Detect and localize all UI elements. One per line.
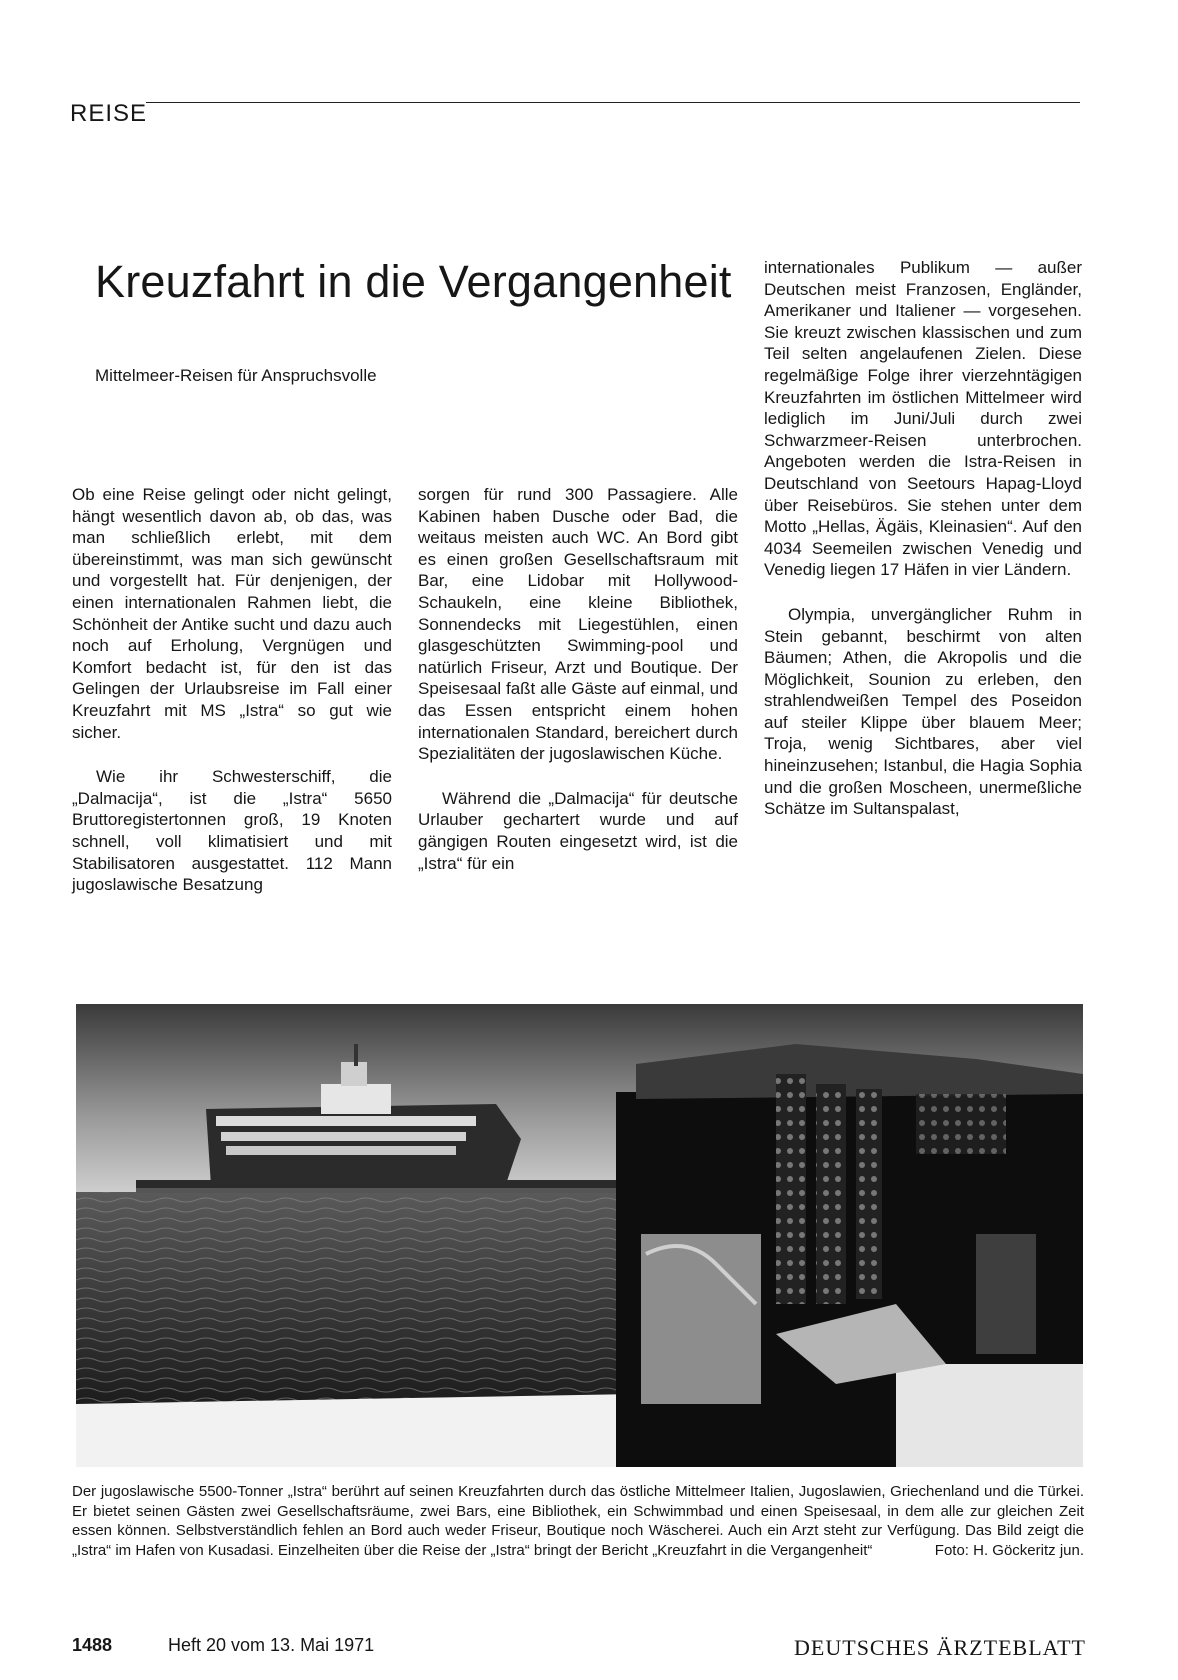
article-subtitle: Mittelmeer-Reisen für Anspruchsvolle (95, 366, 377, 385)
paragraph: internationales Publikum — außer Deutschen meist Franzosen, Engländer, Amerikaner und Italiener — vorgesehen. Sie kreuzt zwischen klassischen und zum Teil selten angelaufenen Zielen. Diese regelmäßige Folge ihrer vierzehntägigen Kreuzfahrten im östlichen Mittelmeer wird lediglich im Juni/Juli durch zwei Schwarzmeer-Reisen unterbrochen. Angeboten werden die Istra-Reisen in Deutschland von Seetours Hapag-Lloyd über Reisebüros. Sie stehen unter dem Motto „Hellas, Ägäis, Kleinasien“. Auf den 4034 Seemeilen zwischen Venedig und Venedig liegen 17 Häfen in vier Ländern. (764, 258, 1082, 580)
journal-name: DEUTSCHES ÄRZTEBLATT (794, 1635, 1086, 1660)
paragraph: Olympia, unvergänglicher Ruhm in Stein gebannt, beschirmt von alten Bäumen; Athen, die Akropolis und die Möglichkeit, Sounion zu erleben, den strahlendweißen Tempel des Poseidon auf steiler Klippe über blauem Meer; Troja, wenig Sichtbares, aber viel hineinzusehen; Istanbul, die Hagia Sophia und die großen Moscheen, unermeßliche Schätze im Sultanspalast, (764, 604, 1082, 819)
ship-harbor-photo (76, 1004, 1083, 1467)
issue-info: Heft 20 vom 13. Mai 1971 (168, 1635, 375, 1655)
photo-caption (72, 1482, 1084, 1560)
section-label: REISE (70, 100, 148, 127)
text-column-3 (764, 257, 1082, 843)
paragraph: Ob eine Reise gelingt oder nicht gelingt, hängt wesentlich davon ab, ob das, was man schließlich erlebt, mit dem übereinstimmt, was man sich gewünscht und vorgestellt hat. Für denjenigen, der einen internationalen Rahmen liebt, die Schönheit der Antike sucht und dazu auch noch auf Erholung, Vergnügen und Komfort bedacht ist, für den ist das Gelingen der Urlaubsreise im Fall einer Kreuzfahrt mit MS „Istra“ so gut wie sicher. (72, 485, 392, 742)
article-title: Kreuzfahrt in die Vergangenheit (95, 256, 732, 307)
paragraph: Während die „Dalmacija“ für deutsche Urlauber gechartert wurde und auf gängigen Routen eingesetzt wird, ist die „Istra“ für ein (418, 788, 738, 873)
page-number: 1488 (72, 1635, 113, 1655)
caption-text: Der jugoslawische 5500-Tonner „Istra“ berührt auf seinen Kreuzfahrten durch das östliche Mittelmeer Italien, Jugoslawien, Griechenland und die Türkei. Er bietet seinen Gästen zwei Gesellschaftsräume, zwei Bars, eine Bibliothek, ein Schwimmbad und einen Speisesaal, in dem alle zur gleichen Zeit essen können. Selbstverständlich fehlen an Bord auch weder Friseur, Boutique noch Wäscherei. Auch ein Arzt steht zur Verfügung. Das Bild zeigt die „Istra“ im Hafen von Kusadasi. Einzelheiten über die Reise der „Istra“ bringt der Bericht „Kreuzfahrt in die Vergangenheit“ (72, 1483, 1084, 1559)
photo-credit: Foto: H. Göckeritz jun. (934, 1541, 1084, 1559)
paragraph: Wie ihr Schwesterschiff, die „Dalmacija“, ist die „Istra“ 5650 Bruttoregistertonnen groß, 19 Knoten schnell, voll klimatisiert und mit Stabilisatoren ausgestattet. 112 Mann jugoslawische Besatzung (72, 767, 392, 895)
text-column-2 (418, 484, 738, 897)
paragraph: sorgen für rund 300 Passagiere. Alle Kabinen haben Dusche oder Bad, die weitaus meisten auch WC. An Bord gibt es einen großen Gesellschaftsraum mit Bar, eine Lidobar mit Hollywood-Schaukeln, eine kleine Bibliothek, Sonnendecks mit Liegestühlen, einen glasgeschützten Swimming-pool und natürlich Friseur, Arzt und Boutique. Der Speisesaal faßt alle Gäste auf einmal, und das Essen entspricht einem hohen internationalen Standard, bereichert durch Spezialitäten der jugoslawischen Küche. (418, 485, 738, 764)
text-column-1 (72, 484, 392, 919)
section-rule (146, 102, 1080, 103)
